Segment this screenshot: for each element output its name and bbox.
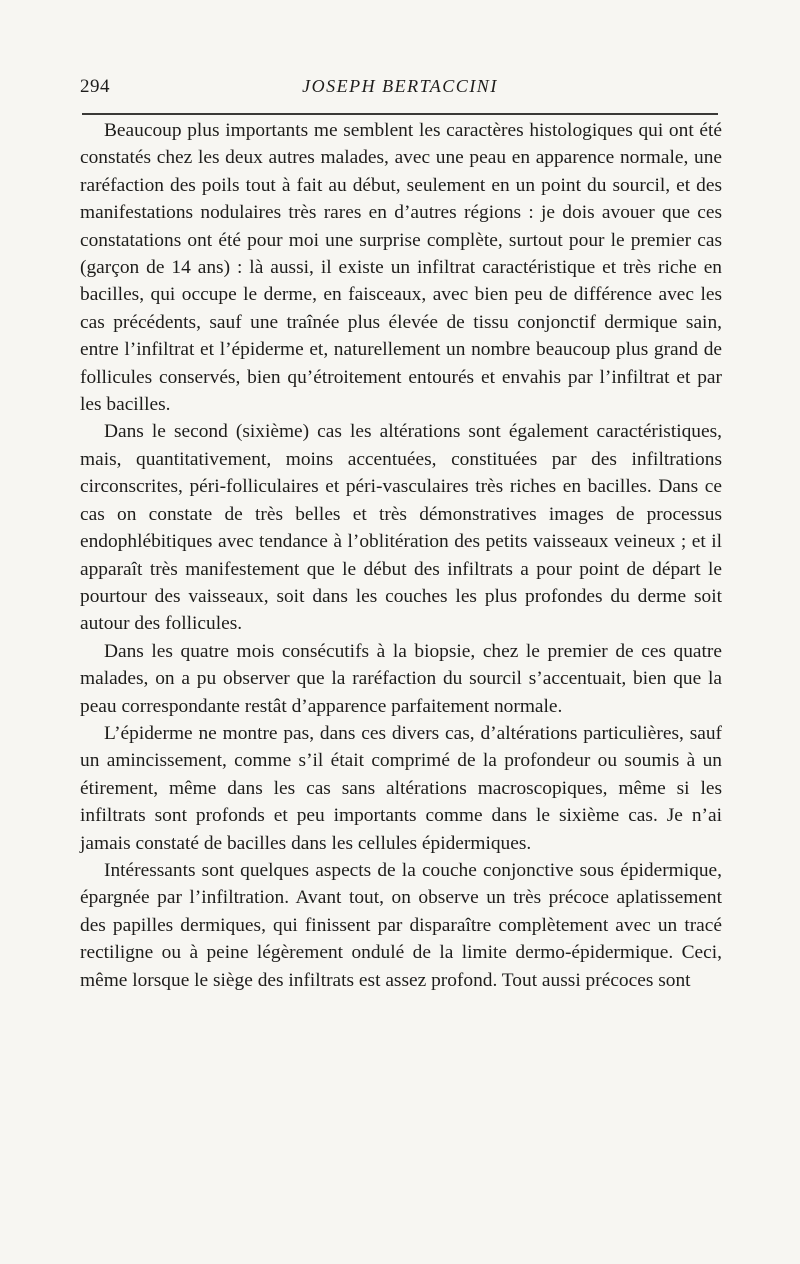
running-title: JOSEPH BERTACCINI xyxy=(302,76,498,96)
body-text xyxy=(80,117,722,994)
paragraph: L’épiderme ne montre pas, dans ces divers cas, d’altérations particulières, sauf un amincissement, comme s’il était comprimé de la profondeur ou soumis à un étirement, même dans les cas sans altérations macroscopiques, même si les infiltrats sont profonds et peu importants comme dans le sixième cas. Je n’ai jamais constaté de bacilles dans les cellules épidermiques. xyxy=(80,722,722,854)
page-header xyxy=(80,76,720,100)
paragraph: Intéressants sont quelques aspects de la couche conjonctive sous épidermique, épargnée par l’infiltration. Avant tout, on observe un très précoce aplatissement des papilles dermiques, qui finissent par disparaître complètement avec un tracé rectiligne ou à peine légèrement ondulé de la limite dermo-épidermique. Ceci, même lorsque le siège des infiltrats est assez profond. Tout aussi précoces sont xyxy=(80,859,722,991)
paragraph: Beaucoup plus importants me semblent les caractères histologiques qui ont été constatés chez les deux autres malades, avec une peau en apparence normale, une raréfaction des poils tout à fait au début, seulement en un point du sourcil, et des manifestations nodulaires très rares en d’autres régions : je dois avouer que ces constatations ont été pour moi une surprise complète, surtout pour le premier cas (garçon de 14 ans) : là aussi, il existe un infiltrat caractéristique et très riche en bacilles, qui occupe le derme, en faisceaux, avec bien peu de différence avec les cas précédents, sauf une traînée plus élevée de tissu conjonctif dermique sain, entre l’infiltrat et l’épiderme et, naturellement un nombre beaucoup plus grand de follicules conservés, bien qu’étroitement entourés et envahis par l’infiltrat et par les bacilles. xyxy=(80,120,722,416)
paragraph: Dans les quatre mois consécutifs à la biopsie, chez le premier de ces quatre malades, on a pu observer que la raréfaction du sourcil s’accentuait, bien que la peau correspondante restât d’apparence parfaitement normale. xyxy=(80,640,722,717)
page-number: 294 xyxy=(80,76,110,97)
paragraph: Dans le second (sixième) cas les altérations sont également caractéristiques, mais, quantitativement, moins accentuées, constituées par des infiltrations circonscrites, péri-folliculaires et péri-vasculaires très riches en bacilles. Dans ce cas on constate de très belles et très démonstratives images de processus endophlébitiques avec tendance à l’oblitération des petits vaisseaux veineux ; et il apparaît très manifestement que le début des infiltrats a pour point de départ le pourtour des vaisseaux, soit dans les couches les plus profondes du derme soit autour des follicules. xyxy=(80,421,722,635)
header-rule xyxy=(82,113,718,115)
